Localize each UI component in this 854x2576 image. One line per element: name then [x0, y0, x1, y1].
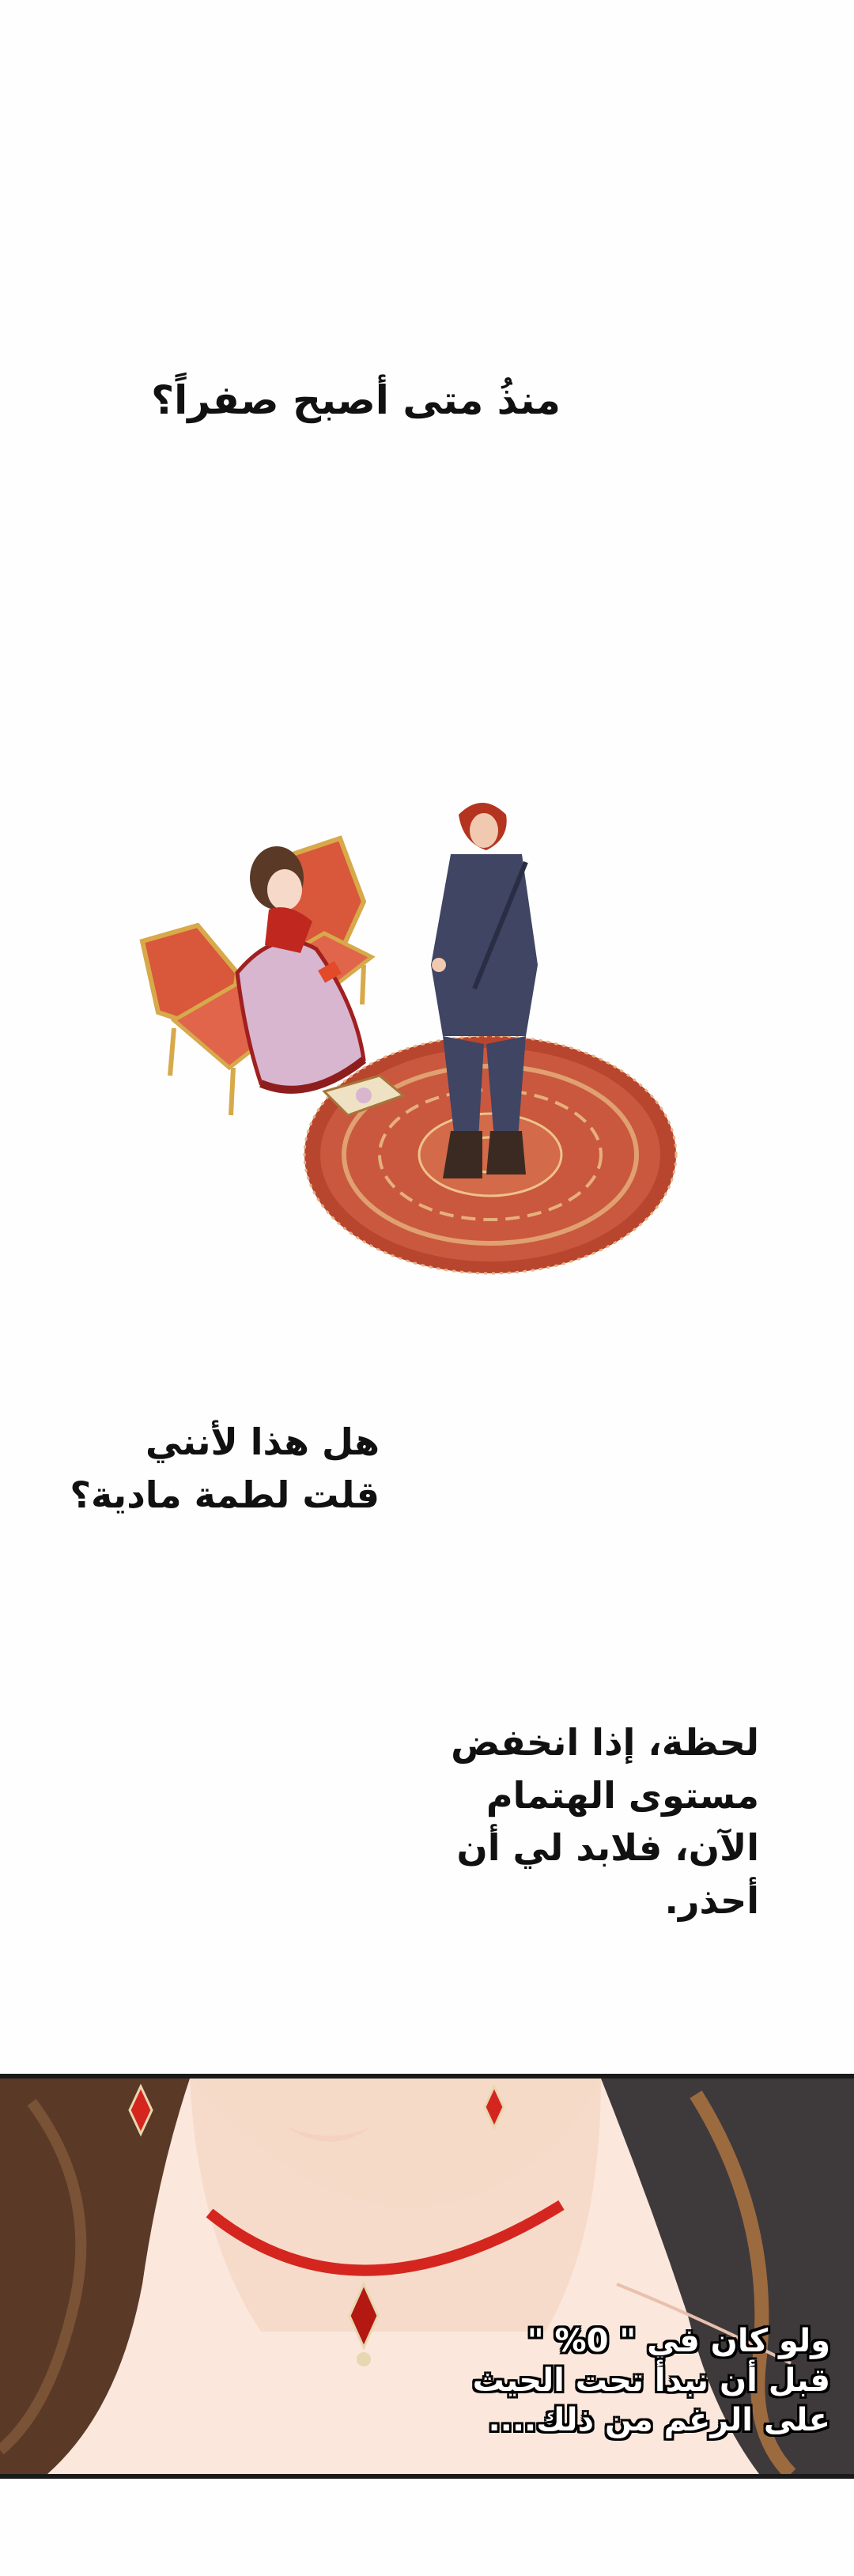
caption-bottom-line-2: قبل أن نبدأ تحت الحيث — [472, 2362, 830, 2399]
caption-lower — [380, 1716, 759, 1927]
caption-bottom-line-3: على الرغم من ذلك.... — [488, 2402, 830, 2438]
caption-bottom-line-1: ولو كان في " 0% " — [527, 2323, 830, 2359]
room-scene-illustration — [127, 783, 696, 1289]
caption-top: منذُ متى أصبح صفراً؟ — [151, 377, 561, 423]
caption-middle-line-1: هل هذا لأنني — [145, 1420, 380, 1463]
caption-lower-line-3: الآن، فلابد لي أن — [456, 1826, 759, 1870]
caption-middle-line-2: قلت لطمة مادية؟ — [70, 1473, 380, 1516]
caption-middle — [63, 1416, 380, 1521]
caption-lower-line-2: مستوى الهتمام — [486, 1773, 759, 1817]
caption-bottom — [387, 2321, 830, 2440]
caption-lower-line-4: أحذر. — [664, 1879, 759, 1923]
caption-lower-line-1: لحظة، إذا انخفض — [451, 1721, 759, 1764]
